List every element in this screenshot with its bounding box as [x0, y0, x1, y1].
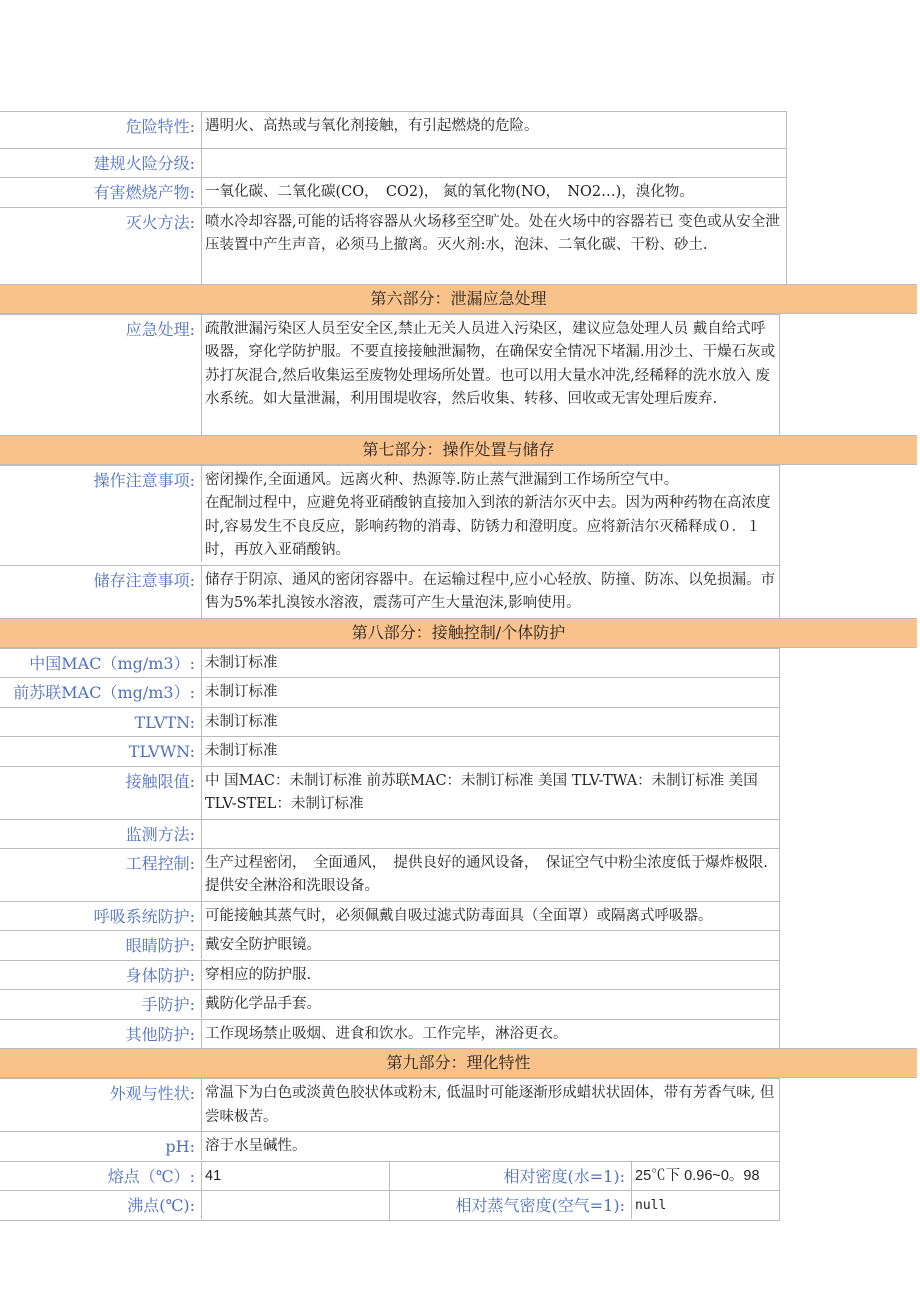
- value-exposure-limits: 中 国MAC：未制订标准 前苏联MAC：未制订标准 美国 TLV-TWA：未制订标准 美国 TLV-STEL：未制订标准: [202, 767, 780, 819]
- row-appearance: [0, 1078, 780, 1131]
- value-melting-point: 41: [202, 1162, 390, 1191]
- row-mac-ussr: [0, 677, 780, 707]
- section9-header: 第九部分：理化特性: [0, 1048, 917, 1078]
- value-mac-china: 未制订标准: [202, 649, 780, 678]
- row-boil-vapor: [0, 1190, 780, 1221]
- row-hand: [0, 989, 780, 1019]
- value-tlvtn: 未制订标准: [202, 708, 780, 737]
- value-relative-density: 25℃下 0.96~0。98: [632, 1162, 780, 1191]
- label-tlvwn: TLVWN:: [0, 737, 202, 765]
- label-vapor-density: 相对蒸气密度(空气=1):: [390, 1191, 632, 1219]
- label-monitoring: 监测方法:: [0, 820, 202, 848]
- row-handling: [0, 465, 780, 565]
- section7-header: 第七部分：操作处置与储存: [0, 435, 917, 465]
- row-exposure-limits: [0, 766, 780, 819]
- value-handling: [202, 466, 780, 565]
- value-extinguish: 喷水冷却容器,可能的话将容器从火场移至空旷处。处在火场中的容器若已 变色或从安全泄压装置中产生声音，必须马上撤离。灭火剂:水，泡沫、二氧化碳、干粉、砂土.: [202, 208, 787, 284]
- label-handling: 操作注意事项:: [0, 466, 202, 562]
- label-other: 其他防护:: [0, 1020, 202, 1048]
- value-eye: 戴安全防护眼镜。: [202, 931, 780, 960]
- label-mac-china: 中国MAC（mg/m3）:: [0, 649, 202, 677]
- row-other: [0, 1019, 780, 1049]
- value-storage: 储存于阴凉、通风的密闭容器中。在运输过程中,应小心轻放、防撞、防冻、以免损漏。市售为5%苯扎溴铵水溶液，震荡可产生大量泡沫,影响使用。: [202, 566, 780, 618]
- label-relative-density: 相对密度(水=1):: [390, 1162, 632, 1190]
- value-respiratory: 可能接触其蒸气时，必须佩戴自吸过滤式防毒面具（全面罩）或隔离式呼吸器。: [202, 902, 780, 931]
- label-body: 身体防护:: [0, 961, 202, 989]
- value-engineering: 生产过程密闭， 全面通风， 提供良好的通风设备， 保证空气中粉尘浓度低于爆炸极限.提供安全淋浴和洗眼设备。: [202, 849, 780, 901]
- value-fire-class: [202, 149, 787, 177]
- row-hazard: [0, 111, 787, 148]
- label-tlvtn: TLVTN:: [0, 708, 202, 736]
- label-engineering: 工程控制:: [0, 849, 202, 901]
- value-body: 穿相应的防护服.: [202, 961, 780, 990]
- value-hazard: 遇明火、高热或与氧化剂接触，有引起燃烧的危险。: [202, 112, 787, 148]
- label-respiratory: 呼吸系统防护:: [0, 902, 202, 930]
- value-ph: 溶于水呈碱性。: [202, 1132, 780, 1161]
- row-mac-china: [0, 648, 780, 678]
- row-eye: [0, 930, 780, 960]
- row-ph: [0, 1131, 780, 1161]
- section8-header: 第八部分：接触控制/个体防护: [0, 618, 917, 648]
- label-combustion-products: 有害燃烧产物:: [0, 178, 202, 206]
- row-engineering: [0, 848, 780, 901]
- row-body: [0, 960, 780, 990]
- label-emergency: 应急处理:: [0, 315, 202, 435]
- value-mac-ussr: 未制订标准: [202, 678, 780, 707]
- value-combustion-products: 一氧化碳、二氧化碳(CO， CO2)， 氮的氧化物(NO， NO2…)，溴化物。: [202, 178, 787, 207]
- row-storage: [0, 565, 780, 618]
- label-fire-class: 建规火险分级:: [0, 149, 202, 177]
- label-eye: 眼睛防护:: [0, 931, 202, 959]
- label-storage: 储存注意事项:: [0, 566, 202, 618]
- value-appearance: 常温下为白色或淡黄色胶状体或粉末, 低温时可能逐渐形成蜡状状固体，带有芳香气味, 但尝味极苦。: [202, 1079, 780, 1131]
- value-other: 工作现场禁止吸烟、进食和饮水。工作完毕，淋浴更衣。: [202, 1020, 780, 1049]
- row-extinguish: [0, 207, 787, 284]
- row-monitoring: [0, 819, 780, 848]
- label-ph: pH:: [0, 1132, 202, 1160]
- row-fire-class: [0, 148, 787, 177]
- value-emergency: 疏散泄漏污染区人员至安全区,禁止无关人员进入污染区，建议应急处理人员 戴自给式呼吸器，穿化学防护服。不要直接接触泄漏物，在确保安全情况下堵漏.用沙土、干燥石灰或苏打灰混合,然后收集运至废物处理场所处置。也可以用大量水冲洗,经稀释的洗水放入 废水系统。如大量泄漏，利用围堤收容，然后收集、转移、回收或无害处理后废弃.: [202, 315, 780, 435]
- label-boiling-point: 沸点(℃):: [0, 1191, 202, 1219]
- value-monitoring: [202, 820, 780, 848]
- label-exposure-limits: 接触限值:: [0, 767, 202, 819]
- handling-line2: 在配制过程中，应避免将亚硝酸钠直接加入到浓的新洁尔灭中去。因为两种药物在高浓度时,容易发生不良反应，影响药物的消毒、防锈力和澄明度。应将新洁尔灭稀释成０．１时，再放入亚硝酸钠。: [205, 495, 771, 558]
- section6-header: 第六部分：泄漏应急处理: [0, 284, 917, 314]
- label-hazard: 危险特性:: [0, 112, 202, 148]
- row-combustion-products: [0, 177, 787, 207]
- label-mac-ussr: 前苏联MAC（mg/m3）:: [0, 678, 202, 706]
- row-tlvtn: [0, 707, 780, 737]
- label-melting-point: 熔点（℃）:: [0, 1162, 202, 1190]
- row-tlvwn: [0, 736, 780, 766]
- row-respiratory: [0, 901, 780, 931]
- label-extinguish: 灭火方法:: [0, 208, 202, 284]
- value-boiling-point: [202, 1191, 390, 1220]
- value-vapor-density: null: [632, 1191, 780, 1220]
- value-hand: 戴防化学品手套。: [202, 990, 780, 1019]
- label-hand: 手防护:: [0, 990, 202, 1018]
- msds-sheet: [0, 111, 920, 1221]
- row-melt-density: [0, 1161, 780, 1191]
- label-appearance: 外观与性状:: [0, 1079, 202, 1131]
- row-emergency: [0, 314, 780, 435]
- handling-line1: 密闭操作,全面通风。远离火种、热源等.防止蒸气泄漏到工作场所空气中。: [205, 471, 679, 488]
- value-tlvwn: 未制订标准: [202, 737, 780, 766]
